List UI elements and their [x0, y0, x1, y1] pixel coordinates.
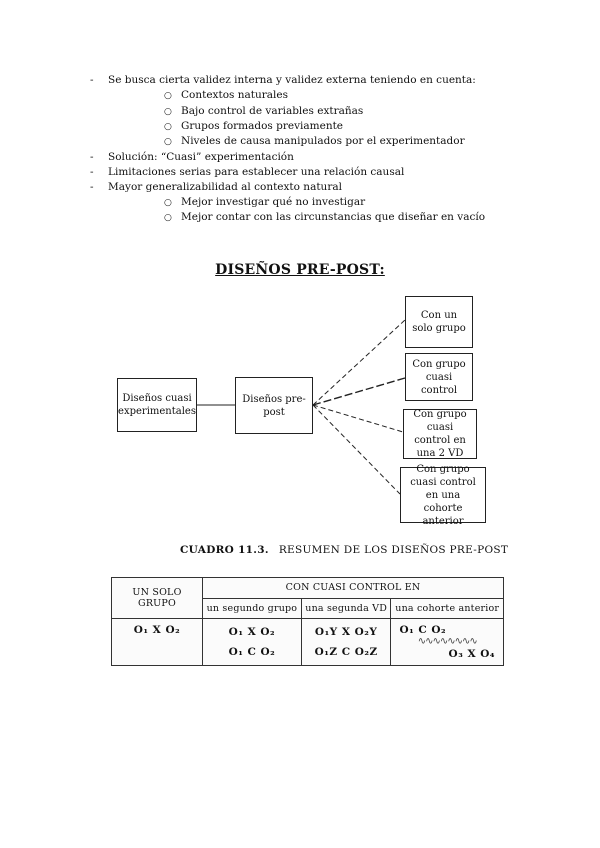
caption-number: CUADRO 11.3.	[180, 544, 269, 556]
dash-marker: -	[90, 181, 94, 193]
sub-item-natural-contexts: Contextos naturales	[181, 89, 288, 101]
sub-item-control-variables: Bajo control de variables extrañas	[181, 105, 364, 117]
leaf-control-group: Con grupo cuasi control	[405, 353, 473, 401]
cell-previous-cohort	[391, 619, 504, 666]
header-single-group: UN SOLO GRUPO	[112, 578, 203, 619]
middle-box: Diseños pre-post	[235, 377, 313, 434]
formula: O₁ X O₂	[133, 624, 181, 636]
caption-text: RESUMEN DE LOS DISEÑOS PRE-POST	[278, 544, 509, 556]
table-caption	[180, 544, 508, 556]
leaf-single-group: Con un solo grupo	[405, 296, 473, 348]
summary-table	[111, 577, 504, 666]
circle-marker: ○	[164, 213, 172, 223]
sub-item-circumstances: Mejor contar con las circunstancias que diseñar en vacío	[181, 211, 486, 223]
header-quasi-control: CON CUASI CONTROL EN	[203, 578, 504, 599]
cell-second-group	[203, 619, 302, 666]
cell-single-group	[112, 619, 203, 666]
circle-marker: ○	[164, 122, 172, 132]
formula: O₁ X O₂	[228, 626, 276, 638]
bullet-item-validity: Se busca cierta validez interna y validez externa teniendo en cuenta:	[108, 74, 476, 86]
sub-item-investigate: Mejor investigar qué no investigar	[181, 196, 366, 208]
dash-marker: -	[90, 151, 94, 163]
bullet-item-generalizability: Mayor generalizabilidad al contexto natural	[108, 181, 342, 193]
bullet-item-limitations: Limitaciones serias para establecer una relación causal	[108, 166, 405, 178]
circle-marker: ○	[164, 198, 172, 208]
formula: O₁ C O₂	[228, 646, 276, 658]
formula: O₁ C O₂	[399, 624, 447, 636]
circle-marker: ○	[164, 107, 172, 117]
dash-marker: -	[90, 74, 94, 86]
dash-marker: -	[90, 166, 94, 178]
circle-marker: ○	[164, 137, 172, 147]
bullet-item-solution: Solución: “Cuasi” experimentación	[108, 151, 294, 163]
leaf-previous-cohort: Con grupo cuasi control en una cohorte anterior	[400, 467, 486, 523]
diagram-title: DISEÑOS PRE-POST:	[215, 262, 385, 278]
cell-second-vd	[301, 619, 391, 666]
sub-item-preformed-groups: Grupos formados previamente	[181, 120, 344, 132]
header-second-vd: una segunda VD	[301, 598, 391, 619]
formula: O₃ X O₄	[448, 648, 495, 660]
wave-line: ∿∿∿∿∿∿∿∿	[417, 636, 477, 647]
leaf-second-vd: Con grupo cuasi control en una 2 VD	[403, 409, 477, 459]
header-second-group: un segundo grupo	[203, 598, 302, 619]
circle-marker: ○	[164, 91, 172, 101]
root-box: Diseños cuasi experimentales	[117, 378, 197, 432]
header-previous-cohort: una cohorte anterior	[391, 598, 504, 619]
formula: O₁Y X O₂Y	[314, 626, 378, 638]
sub-item-cause-levels: Niveles de causa manipulados por el experimentador	[181, 135, 465, 147]
formula: O₁Z C O₂Z	[314, 646, 378, 658]
